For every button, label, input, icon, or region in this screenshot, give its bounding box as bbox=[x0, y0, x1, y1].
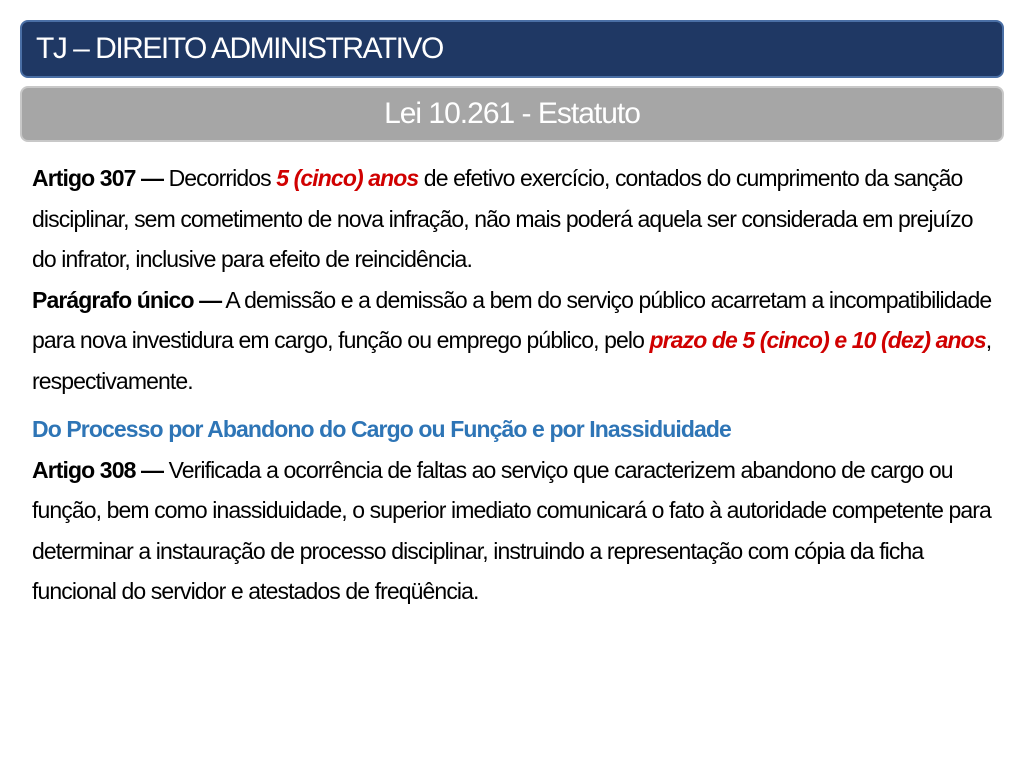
paragrafo-unico-paragraph bbox=[32, 280, 994, 402]
slide-title: TJ – DIREITO ADMINISTRATIVO bbox=[36, 32, 443, 65]
paragrafo-unico-highlight: prazo de 5 (cinco) e 10 (dez) anos bbox=[649, 327, 986, 353]
slide-subtitle-bar bbox=[20, 86, 1004, 142]
artigo-307-text-before: Decorridos bbox=[163, 165, 277, 191]
paragrafo-unico-label: Parágrafo único — bbox=[32, 286, 222, 313]
artigo-308-label: Artigo 308 — bbox=[32, 456, 164, 483]
artigo-307-text-after: de efetivo exercício, contados do cumprimento da sanção disciplinar, sem cometimento de nova infração, não mais poderá aquela ser considerada em prejuízo do infrator, inclusive para efeito de reincidência. bbox=[32, 165, 973, 272]
slide-subtitle: Lei 10.261 - Estatuto bbox=[384, 97, 640, 130]
slide-title-bar bbox=[20, 20, 1004, 78]
artigo-307-highlight: 5 (cinco) anos bbox=[276, 165, 419, 191]
section-heading: Do Processo por Abandono do Cargo ou Função e por Inassiduidade bbox=[32, 416, 731, 442]
artigo-308-text: Verificada a ocorrência de faltas ao serviço que caracterizem abandono de cargo ou função, bem como inassiduidade, o superior imediato comunicará o fato à autoridade competente para determinar a instauração de processo disciplinar, instruindo a representação com cópia da ficha funcional do servidor e atestados de freqüência. bbox=[32, 456, 991, 604]
artigo-307-label: Artigo 307 — bbox=[32, 165, 164, 191]
artigo-307-paragraph bbox=[32, 158, 994, 280]
slide-content bbox=[32, 158, 994, 612]
artigo-308-paragraph bbox=[32, 450, 994, 612]
paragrafo-unico-text-after: , respectivamente. bbox=[32, 327, 992, 394]
paragrafo-unico-text-before: A demissão e a demissão a bem do serviço público acarretam a incompatibilidade para nova investidura em cargo, função ou emprego público, pelo bbox=[32, 286, 992, 353]
